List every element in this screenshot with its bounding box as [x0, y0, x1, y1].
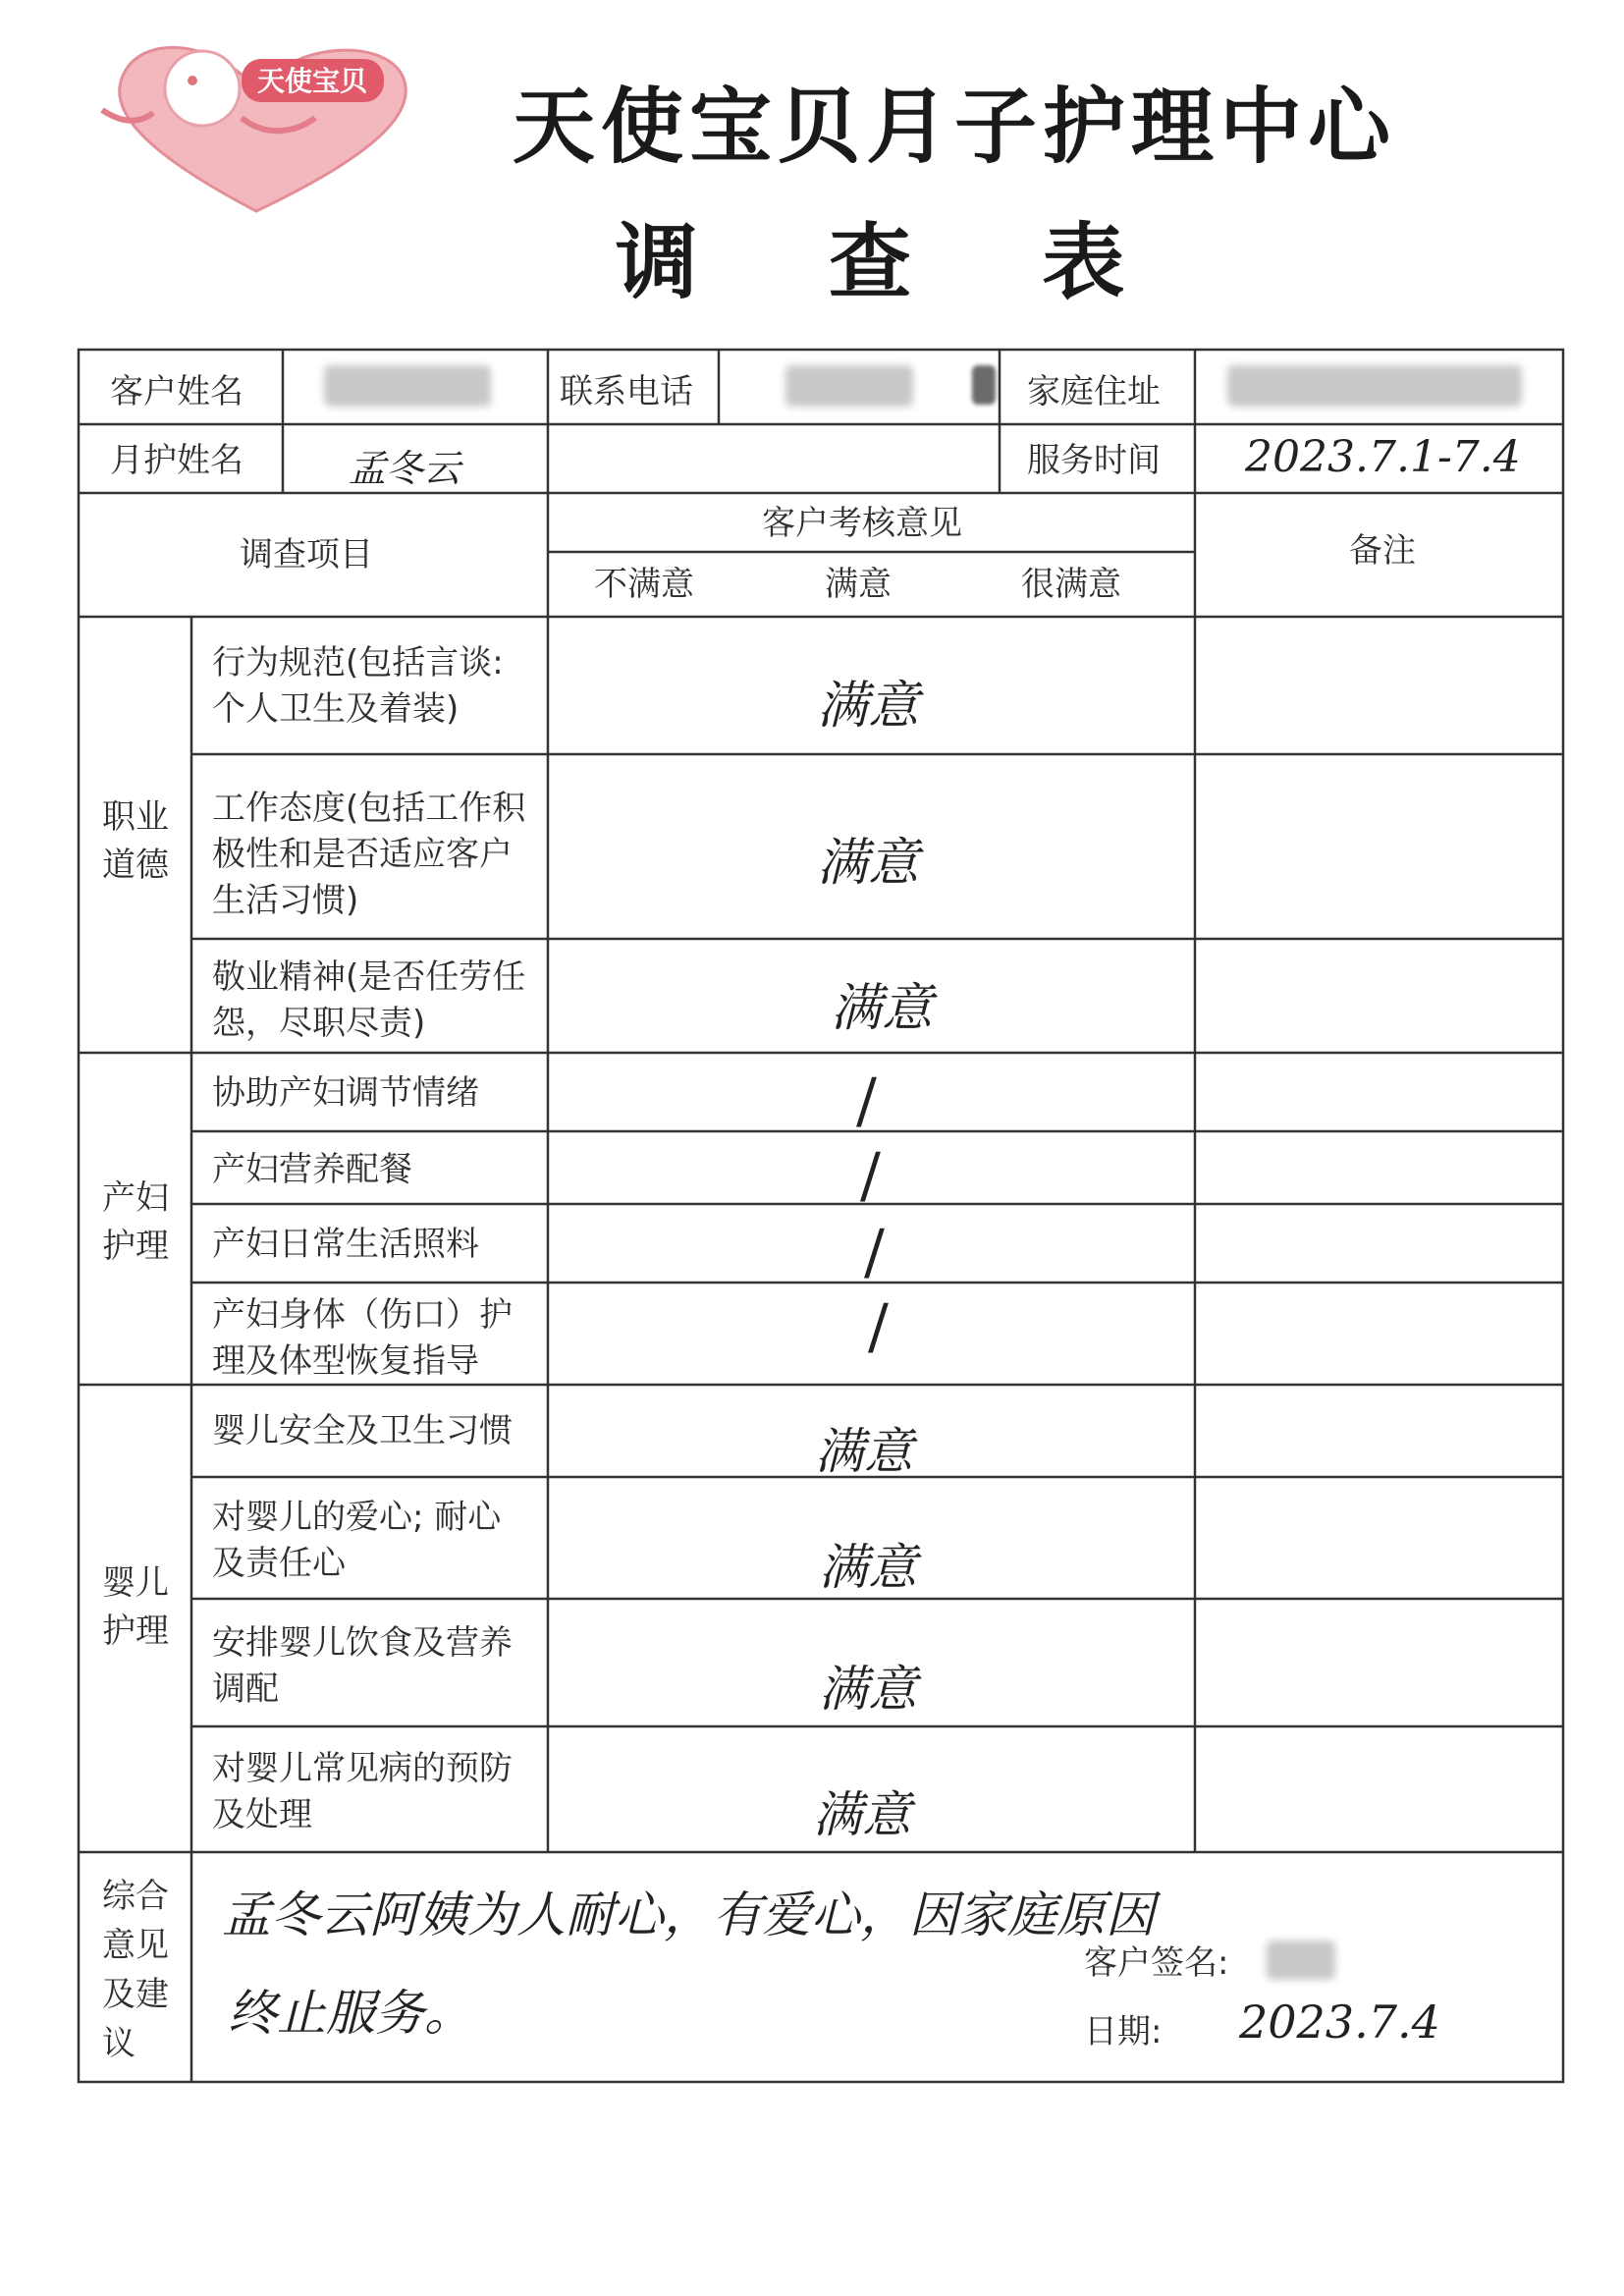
remarks-header: 备注 — [1349, 531, 1416, 571]
signature-label: 客户签名: — [1084, 1943, 1229, 1983]
signature-redacted — [1267, 1941, 1335, 1980]
survey-item: 对婴儿常见病的预防 及处理 — [212, 1749, 513, 1834]
survey-item: 对婴儿的爱心; 耐心 及责任心 — [212, 1498, 502, 1583]
answer-handwritten: 满意 — [815, 1423, 913, 1480]
date-label: 日期: — [1084, 2012, 1163, 2051]
summary-comment-line2: 终止服务。 — [228, 1985, 473, 2042]
survey-item: 行为规范(包括言谈: 个人卫生及着装) — [212, 643, 504, 729]
answer-handwritten: 满意 — [819, 1661, 917, 1718]
survey-item: 安排婴儿饮食及营养 调配 — [212, 1623, 513, 1709]
survey-item: 敬业精神(是否任劳任 怨，尽职尽责) — [212, 957, 526, 1043]
answer-slash: / — [868, 1290, 889, 1362]
answer-handwritten: 满意 — [817, 677, 920, 736]
logo-text: 天使宝贝 — [256, 65, 368, 97]
survey-item: 产妇身体（伤口）护 理及体型恢复指导 — [212, 1295, 513, 1381]
nurse-name-value: 孟冬云 — [349, 447, 461, 490]
answer-slash: / — [856, 1065, 877, 1136]
item-header: 调查项目 — [240, 535, 373, 574]
answer-handwritten: 满意 — [831, 979, 934, 1038]
survey-item: 产妇营养配餐 — [212, 1150, 412, 1189]
phone-redacted-mark — [972, 365, 996, 405]
answer-handwritten: 满意 — [817, 834, 920, 893]
answer-handwritten: 满意 — [819, 1539, 917, 1596]
phone-redacted — [785, 365, 913, 407]
survey-item: 协助产妇调节情绪 — [212, 1073, 479, 1113]
answer-handwritten: 满意 — [813, 1786, 911, 1843]
customer-name-label: 客户姓名 — [110, 372, 244, 411]
opinion-header: 客户考核意见 — [762, 504, 962, 543]
service-time-value: 2023.7.1-7.4 — [1245, 432, 1521, 482]
service-time-label: 服务时间 — [1027, 441, 1161, 480]
summary-label: 综合意见及建议 — [102, 1877, 169, 2063]
address-label: 家庭住址 — [1027, 372, 1161, 411]
answer-slash: / — [860, 1139, 881, 1211]
option-unsatisfied: 不满意 — [594, 565, 694, 604]
address-redacted — [1227, 365, 1522, 407]
group-label-mother-care: 产妇护理 — [102, 1178, 169, 1266]
survey-item: 工作态度(包括工作积 极性和是否适应客户 生活习惯) — [212, 789, 526, 920]
group-label-professional-ethics: 职业道德 — [102, 797, 169, 885]
option-satisfied: 满意 — [825, 565, 892, 604]
page-title: 天使宝贝月子护理中心 — [512, 79, 1396, 175]
summary-comment-line1: 孟冬云阿姨为人耐心，有爱心，因家庭原因 — [222, 1886, 1155, 1943]
survey-item: 婴儿安全及卫生习惯 — [212, 1411, 513, 1450]
customer-name-redacted — [324, 365, 491, 407]
phone-label: 联系电话 — [560, 372, 693, 411]
page-subtitle: 调 查 表 — [615, 214, 1176, 310]
nurse-name-label: 月护姓名 — [110, 441, 244, 480]
answer-slash: / — [864, 1216, 885, 1287]
date-value: 2023.7.4 — [1239, 1995, 1440, 2049]
option-very-satisfied: 很满意 — [1021, 565, 1121, 604]
survey-item: 产妇日常生活照料 — [212, 1225, 479, 1264]
group-label-infant-care: 婴儿护理 — [102, 1563, 169, 1651]
